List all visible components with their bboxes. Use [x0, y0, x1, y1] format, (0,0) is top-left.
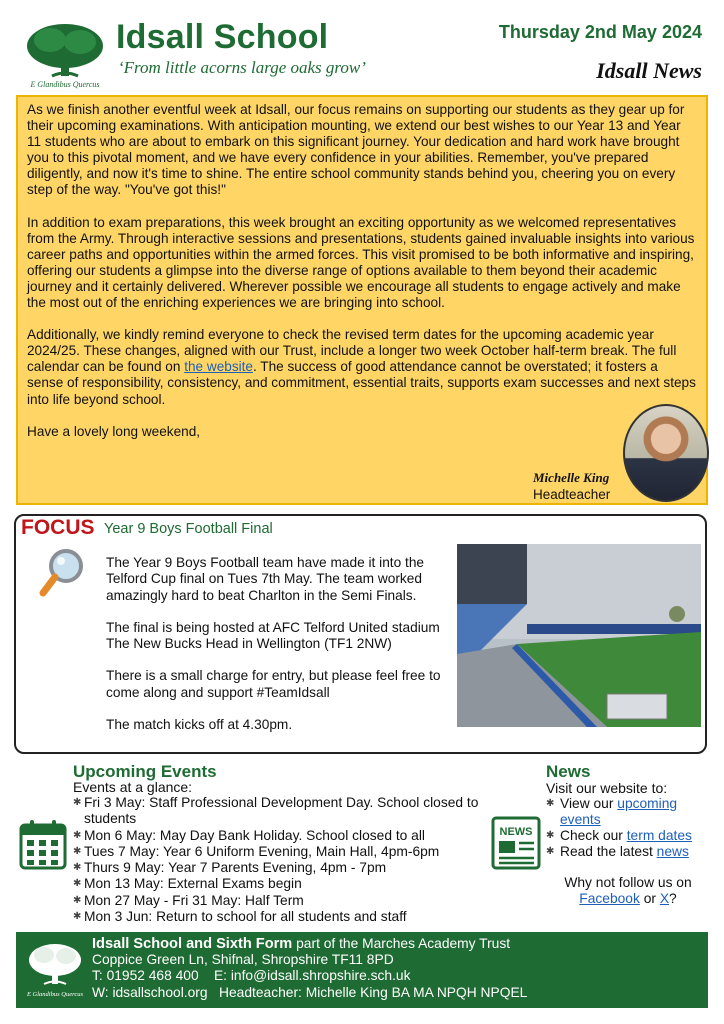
- follow-text: Why not follow us on: [564, 875, 692, 890]
- headteacher-signature: Michelle King: [533, 470, 610, 485]
- event-item: ✱ Fri 3 May: Staff Professional Development Day. School closed to students: [73, 795, 479, 827]
- focus-paragraph: The match kicks off at 4.30pm.: [106, 717, 293, 733]
- events-list: [73, 795, 493, 925]
- newsletter-date: Thursday 2nd May 2024: [498, 22, 702, 42]
- message-paragraph: As we finish another eventful week at Idsall, our focus remains on supporting our students as they gear up for their upcoming examinations. With anticipation mounting, we extend our best wishes to our Year 13 and Year 11 students who are about to embark on this significant journey. Your dedication and hard work have brought you to this pivotal moment, and we have every confidence in your abilities. Remember, you've prepared diligently, and now it's time to shine. The entire school community stands behind you, cheering you on every step of the way. "You've got this!": [27, 102, 685, 198]
- news-link-item: ✱ Read the latest news: [546, 844, 689, 860]
- footer-website: W: idsallschool.org: [92, 984, 208, 1000]
- events-intro: Events at a glance:: [73, 779, 193, 795]
- stadium-photo: [457, 544, 701, 727]
- facebook-link[interactable]: Facebook: [579, 891, 640, 907]
- headteacher-photo: [623, 404, 709, 502]
- focus-paragraph: The final is being hosted at AFC Telford United stadium The New Bucks Head in Wellington (TF1 2NW): [106, 619, 440, 652]
- event-item: ✱ Mon 6 May: May Day Bank Holiday. School closed to all: [73, 827, 425, 843]
- footer-email: E: info@idsall.shropshire.sch.uk: [213, 968, 411, 984]
- event-item: ✱ Mon 13 May: External Exams begin: [73, 876, 302, 892]
- footer-phone: T: 01952 468 400: [92, 968, 199, 984]
- focus-label: FOCUS: [21, 516, 95, 539]
- footer-address: Coppice Green Ln, Shifnal, Shropshire TF11 8PD: [92, 952, 394, 968]
- latest-news-link[interactable]: news: [656, 844, 689, 860]
- message-paragraph: Additionally, we kindly remind everyone to check the revised term dates for the upcoming academic year 2024/25. These changes, aligned with our Trust, include a longer two week October half-term break. The full calendar can be found on the website. The success of good attendance cannot be overstated; it fosters a sense of responsibility, consistency, and commitment, essential traits, supports exam successes and next steps into life beyond school.: [27, 327, 696, 407]
- headteacher-message: [16, 95, 708, 505]
- magnifier-icon: [36, 546, 88, 602]
- social-follow: Why not follow us on Facebook or X?: [548, 875, 708, 908]
- news-intro: Visit our website to:: [546, 780, 668, 796]
- events-heading: Upcoming Events: [73, 762, 217, 781]
- headteacher-role: Headteacher: [533, 487, 611, 502]
- news-link-item: ✱ Check our term dates: [546, 828, 692, 844]
- event-item: ✱ Thurs 9 May: Year 7 Parents Evening, 4pm - 7pm: [73, 860, 387, 876]
- footer-trust: part of the Marches Academy Trust: [292, 936, 511, 951]
- school-logo-oak-tree: [20, 20, 110, 90]
- website-link[interactable]: the website: [184, 359, 253, 375]
- news-link-item: ✱ View our upcoming events: [546, 796, 678, 828]
- newsletter-title: Idsall News: [596, 58, 702, 83]
- x-link[interactable]: X: [659, 891, 670, 907]
- message-closing: Have a lovely long weekend,: [27, 423, 201, 439]
- event-item: ✱ Mon 3 Jun: Return to school for all students and staff: [73, 909, 407, 925]
- footer-school-name: Idsall School and Sixth Form: [92, 936, 293, 952]
- school-name: Idsall School: [116, 18, 329, 56]
- upcoming-events-link[interactable]: upcoming events: [560, 796, 678, 828]
- focus-paragraph: The Year 9 Boys Football team have made it into the Telford Cup final on Tues 7th May. The team worked amazingly hard to beat Charlton in the Semi Finals.: [106, 555, 425, 603]
- newspaper-icon-label: NEWS: [499, 826, 533, 838]
- footer-logo-oak-tree: [24, 938, 86, 1000]
- message-paragraph: In addition to exam preparations, this week brought an exciting opportunity as we welcomed representatives from the Army. Through interactive sessions and presentations, students gained invaluable insights into various career paths and opportunities within the armed forces. This visit promised to be both informative and inspiring, offering our students a glimpse into the diverse range of options available to them beyond their academic journey and it certainly delivered. Wherever possible we encourage all students to engage actively and make the most out of the enriching experiences we are bringing into school.: [27, 214, 695, 311]
- newspaper-icon: [490, 815, 544, 871]
- focus-article: [106, 555, 446, 749]
- footer-headteacher: Headteacher: Michelle King BA MA NPQH NPQEL: [219, 984, 528, 1000]
- focus-subtitle: Year 9 Boys Football Final: [104, 521, 273, 537]
- footer-logo-caption: E Glandibus Quercus: [26, 991, 84, 998]
- event-item: ✱ Tues 7 May: Year 6 Uniform Evening, Main Hall, 4pm-6pm: [73, 843, 440, 859]
- calendar-icon: [18, 817, 68, 871]
- logo-caption: E Glandibus Quercus: [30, 80, 100, 89]
- focus-paragraph: There is a small charge for entry, but please feel free to come along and support #TeamIdsall: [106, 668, 441, 700]
- term-dates-link[interactable]: term dates: [626, 828, 692, 844]
- event-item: ✱ Mon 27 May - Fri 31 May: Half Term: [73, 892, 304, 908]
- news-heading: News: [546, 762, 591, 781]
- news-links-list: [546, 796, 716, 860]
- footer-contact: [92, 936, 527, 1001]
- school-motto: ‘From little acorns large oaks grow’: [118, 58, 366, 77]
